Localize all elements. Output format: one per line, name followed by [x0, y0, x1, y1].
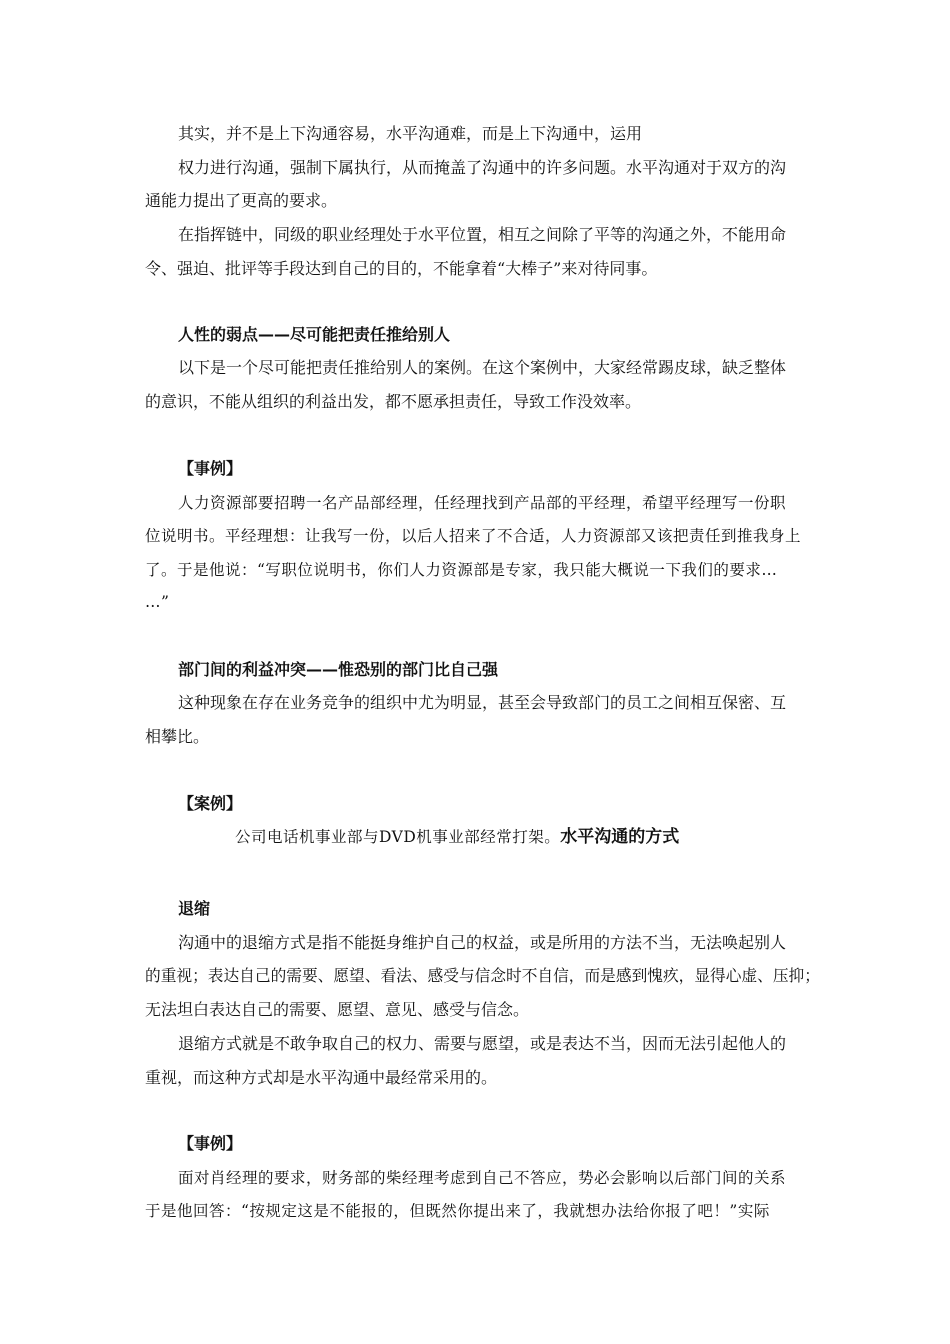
section-heading: 部门间的利益冲突——惟恐别的部门比自己强	[178, 660, 499, 679]
section-heading-inline: 水平沟通的方式	[560, 827, 680, 847]
case-tag: 【案例】	[178, 794, 243, 813]
paragraph-line: 的意识，不能从组织的利益出发，都不愿承担责任，导致工作没效率。	[145, 392, 642, 411]
paragraph-line: 通能力提出了更高的要求。	[145, 191, 338, 210]
paragraph-line: 权力进行沟通，强制下属执行，从而掩盖了沟通中的许多问题。水平沟通对于双方的沟	[178, 158, 787, 177]
paragraph-line: 人力资源部要招聘一名产品部经理，任经理找到产品部的平经理，希望平经理写一份职	[178, 494, 787, 512]
paragraph-line: 面对肖经理的要求，财务部的柴经理考虑到自己不答应，势必会影响以后部门间的关系	[178, 1169, 787, 1187]
paragraph-line: 位说明书。平经理想：让我写一份，以后人招来了不合适，人力资源部又该把责任到推我身上	[145, 527, 802, 545]
paragraph-line: 相攀比。	[145, 727, 210, 746]
paragraph-line: …”	[145, 593, 170, 611]
section-heading: 人性的弱点——尽可能把责任推给别人	[178, 325, 451, 344]
case-text: 公司电话机事业部与DVD机事业部经常打架。	[235, 828, 561, 846]
paragraph-line: 退缩方式就是不敢争取自己的权力、需要与愿望，或是表达不当，因而无法引起他人的	[178, 1034, 787, 1053]
section-heading: 退缩	[178, 899, 211, 918]
paragraph-line: 无法坦白表达自己的需要、愿望、意见、感受与信念。	[145, 1000, 530, 1019]
paragraph-line: 于是他回答：“按规定这是不能报的，但既然你提出来了，我就想办法给你报了吧！”实际	[145, 1202, 770, 1220]
case-line	[235, 827, 679, 847]
example-tag: 【事例】	[178, 459, 243, 478]
paragraph-line: 以下是一个尽可能把责任推给别人的案例。在这个案例中，大家经常踢皮球，缺乏整体	[178, 358, 787, 377]
paragraph-line: 在指挥链中，同级的职业经理处于水平位置，相互之间除了平等的沟通之外，不能用命	[178, 225, 787, 244]
paragraph-line: 了。于是他说：“写职位说明书，你们人力资源部是专家，我只能大概说一下我们的要求…	[145, 561, 778, 579]
paragraph-line: 沟通中的退缩方式是指不能挺身维护自己的权益，或是所用的方法不当，无法唤起别人	[178, 933, 787, 952]
example-tag: 【事例】	[178, 1134, 243, 1153]
paragraph-line: 其实，并不是上下沟通容易，水平沟通难，而是上下沟通中，运用	[178, 124, 643, 143]
paragraph-line: 令、强迫、批评等手段达到自己的目的，不能拿着“大棒子”来对待同事。	[145, 259, 658, 278]
paragraph-line: 这种现象在存在业务竞争的组织中尤为明显，甚至会导致部门的员工之间相互保密、互	[178, 693, 787, 712]
paragraph-line: 的重视；表达自己的需要、愿望、看法、感受与信念时不自信，而是感到愧疚，显得心虚、压抑；	[145, 966, 820, 985]
paragraph-line: 重视，而这种方式却是水平沟通中最经常采用的。	[145, 1068, 498, 1087]
